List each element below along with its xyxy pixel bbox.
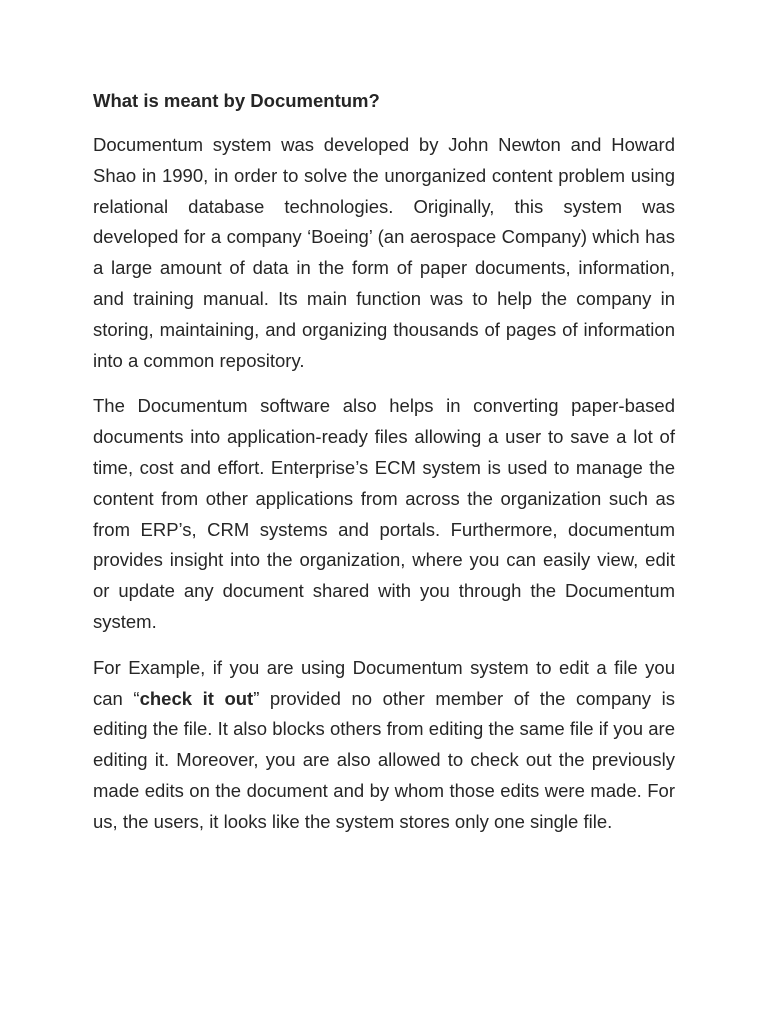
paragraph-software: The Documentum software also helps in converting paper-based documents into application-ready files allowing a user to save a lot of time, cost and effort. Enterprise’s ECM system is used to manage the content from other applications from across the organization such as from ERP’s, CRM systems and portals. Furthermore, documentum provides insight into the organization, where you can easily view, edit or update any document shared with you through the Documentum system.	[93, 395, 675, 632]
paragraph-example	[93, 653, 675, 838]
paragraph-example-end: ” provided no other member of the company is editing the file. It also blocks others from editing the same file if you are editing it. Moreover, you are also allowed to check out the previously made edits on the document and by whom those edits were made. For us, the users, it looks like the system stores only one single file.	[93, 687, 675, 832]
emphasis-check-it-out: check it out	[139, 687, 254, 709]
document-page	[93, 88, 675, 853]
paragraph-history: Documentum system was developed by John Newton and Howard Shao in 1990, in order to solve the unorganized content problem using relational database technologies. Originally, this system was developed for a company ‘Boeing’ (an aerospace Company) which has a large amount of data in the form of paper documents, information, and training manual. Its main function was to help the company in storing, maintaining, and organizing thousands of pages of information into a common repository.	[93, 134, 675, 371]
page-title: What is meant by Documentum?	[93, 90, 380, 111]
paragraph-example-start: For Example, if you are using Documentum system to edit a file you can “	[93, 656, 675, 709]
